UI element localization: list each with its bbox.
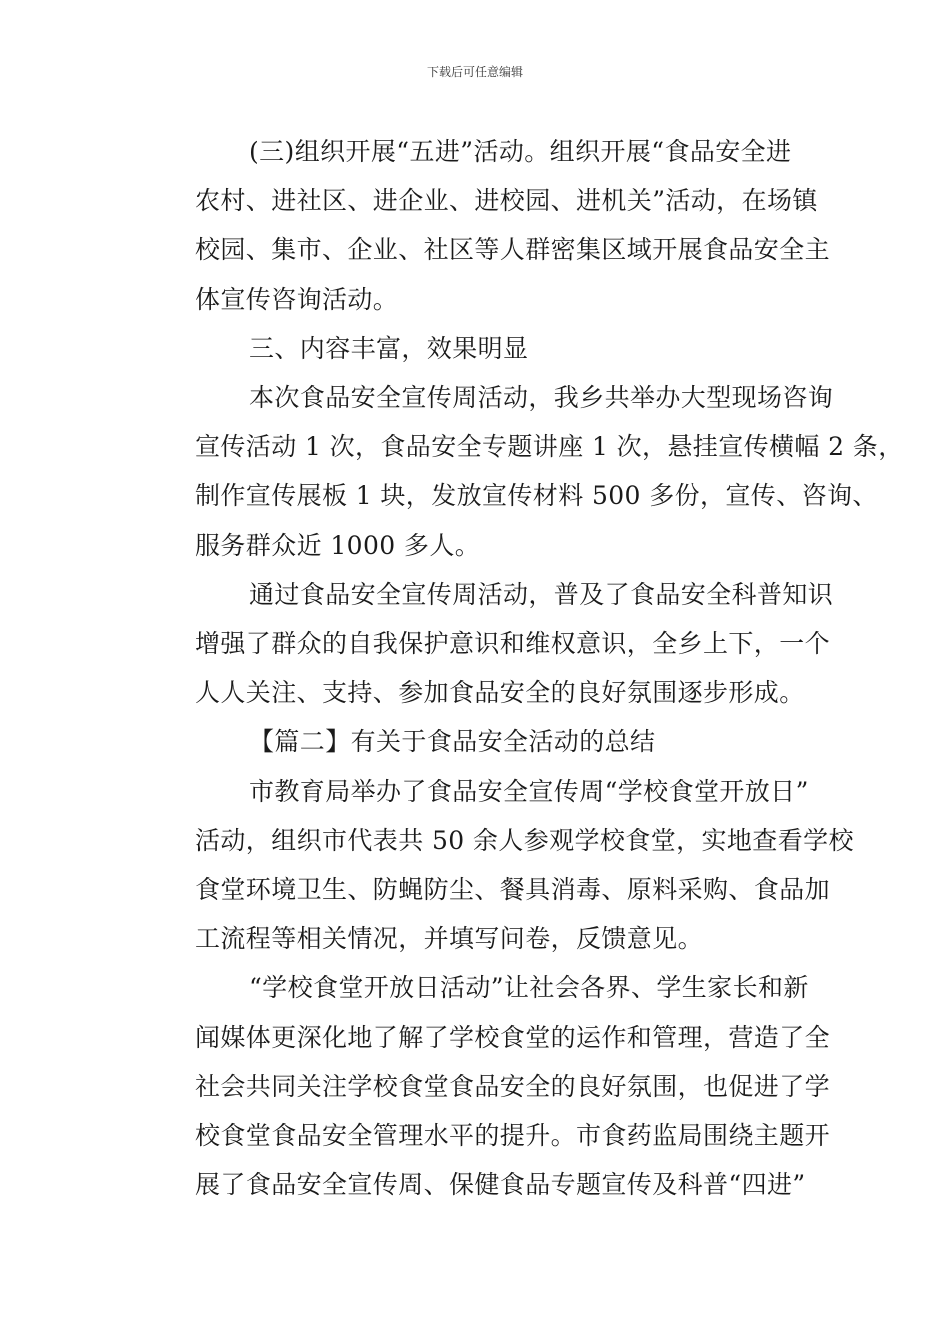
text-line: 活动，组织市代表共 50 余人参观学校食堂，实地查看学校 (195, 825, 854, 855)
text-line: 闻媒体更深化地了解了学校食堂的运作和管理，营造了全 (195, 1022, 831, 1052)
section-heading: 三、内容丰富，效果明显 (249, 333, 529, 363)
page-header-note: 下载后可任意编辑 (426, 65, 523, 79)
text-line: 服务群众近 1000 多人。 (195, 530, 481, 560)
text-line: 工流程等相关情况，并填写问卷，反馈意见。 (195, 924, 704, 954)
section-heading: 【篇二】有关于食品安全活动的总结 (249, 727, 656, 757)
text-line: (三)组织开展“五进”活动。组织开展“食品安全进 (249, 137, 792, 166)
section-heading-content-rich (145, 324, 825, 373)
document-body (145, 127, 904, 1209)
text-line: 展了食品安全宣传周、保健食品专题宣传及科普“四进” (195, 1170, 806, 1200)
text-line: 农村、进社区、进企业、进校园、进机关”活动，在场镇 (195, 186, 818, 216)
text-line: 本次食品安全宣传周活动，我乡共举办大型现场咨询 (249, 383, 834, 413)
text-line: “学校食堂开放日活动”让社会各界、学生家长和新 (249, 973, 809, 1003)
text-line: 市教育局举办了食品安全宣传周“学校食堂开放日” (249, 776, 809, 806)
text-line: 宣传活动 1 次，食品安全专题讲座 1 次，悬挂宣传横幅 2 条， (195, 432, 904, 462)
paragraph-open-day-effects (145, 963, 831, 1209)
paragraph-five-entries (145, 127, 831, 324)
text-line: 社会共同关注学校食堂食品安全的良好氛围，也促进了学 (195, 1071, 831, 1101)
text-line: 人人关注、支持、参加食品安全的良好氛围逐步形成。 (195, 678, 805, 708)
text-line: 体宣传咨询活动。 (195, 284, 399, 314)
text-line: 校食堂食品安全管理水平的提升。市食药监局围绕主题开 (195, 1121, 831, 1151)
text-line: 通过食品安全宣传周活动，普及了食品安全科普知识 (249, 579, 834, 609)
section-heading-part-two (145, 717, 825, 766)
text-line: 食堂环境卫生、防蝇防尘、餐具消毒、原料采购、食品加 (195, 875, 831, 905)
text-line: 增强了群众的自我保护意识和维权意识，全乡上下，一个 (195, 629, 831, 659)
paragraph-activity-stats (145, 373, 904, 570)
text-line: 校园、集市、企业、社区等人群密集区域开展食品安全主 (195, 235, 831, 265)
paragraph-outcome (145, 570, 834, 718)
text-line: 制作宣传展板 1 块，发放宣传材料 500 多份，宣传、咨询、 (195, 481, 878, 511)
paragraph-open-day (145, 767, 854, 964)
